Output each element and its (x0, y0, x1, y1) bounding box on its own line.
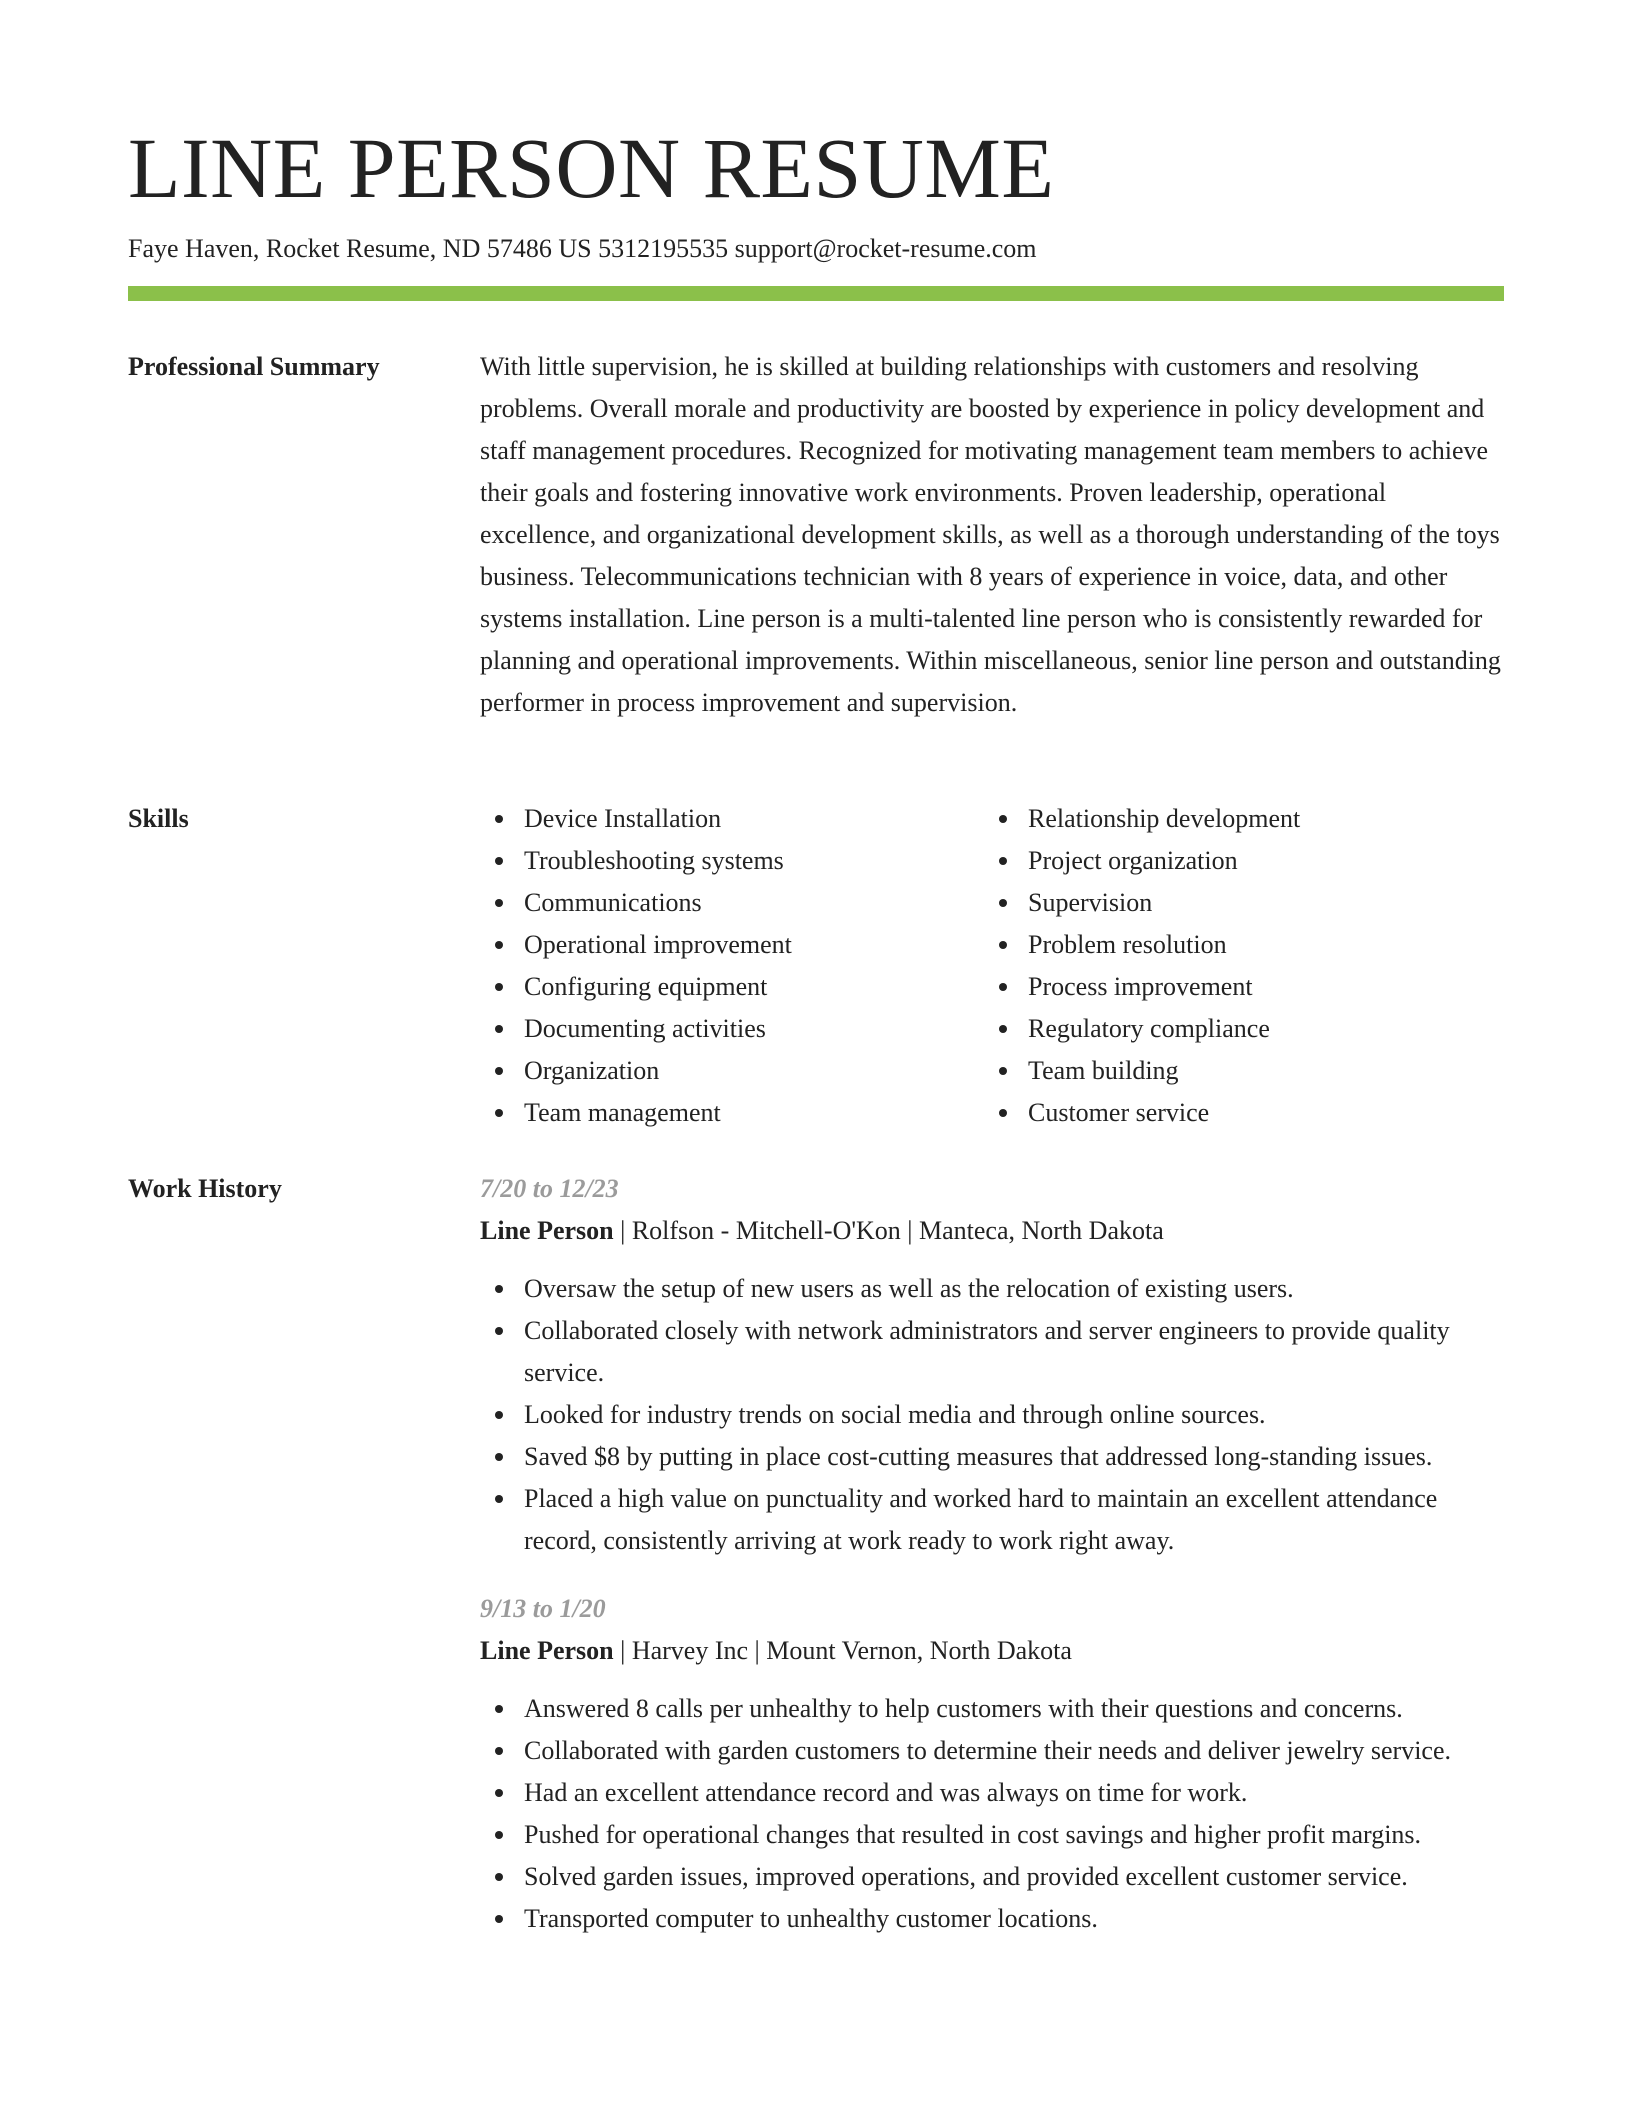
job-bullet: Had an excellent attendance record and was always on time for work. (480, 1772, 1504, 1814)
job-bullet: Collaborated closely with network administrators and server engineers to provide quality service. (480, 1310, 1504, 1394)
job-entry (480, 1168, 1504, 1562)
skill-item: Relationship development (984, 798, 1488, 840)
skill-item: Problem resolution (984, 924, 1488, 966)
skill-item: Organization (480, 1050, 984, 1092)
job-dates: 7/20 to 12/23 (480, 1174, 619, 1203)
job-bullet-list (480, 1688, 1504, 1940)
skill-item: Team management (480, 1092, 984, 1134)
skill-item: Customer service (984, 1092, 1488, 1134)
job-bullet: Answered 8 calls per unhealthy to help customers with their questions and concerns. (480, 1688, 1504, 1730)
contact-line: Faye Haven, Rocket Resume, ND 57486 US 5312195535 support@rocket-resume.com (128, 234, 1037, 263)
job-bullet: Solved garden issues, improved operations, and provided excellent customer service. (480, 1856, 1504, 1898)
skill-item: Project organization (984, 840, 1488, 882)
skill-item: Troubleshooting systems (480, 840, 984, 882)
job-dates: 9/13 to 1/20 (480, 1594, 606, 1623)
job-entry (480, 1588, 1504, 1940)
skill-item: Supervision (984, 882, 1488, 924)
summary-section (480, 346, 1504, 724)
job-bullet: Transported computer to unhealthy customer locations. (480, 1898, 1504, 1940)
skills-list-left (480, 798, 984, 1134)
summary-heading: Professional Summary (128, 352, 380, 381)
job-bullet: Placed a high value on punctuality and worked hard to maintain an excellent attendance record, consistently arriving at work ready to work right away. (480, 1478, 1504, 1562)
skills-list-right (984, 798, 1488, 1134)
skill-item: Documenting activities (480, 1008, 984, 1050)
job-bullet: Oversaw the setup of new users as well as the relocation of existing users. (480, 1268, 1504, 1310)
job-title-line (480, 1210, 1504, 1252)
work-history-heading: Work History (128, 1174, 282, 1203)
job-role: Line Person (480, 1636, 614, 1665)
job-bullet: Looked for industry trends on social media and through online sources. (480, 1394, 1504, 1436)
job-details: | Rolfson - Mitchell-O'Kon | Manteca, North Dakota (613, 1216, 1164, 1245)
skill-item: Device Installation (480, 798, 984, 840)
job-bullet: Saved $8 by putting in place cost-cutting measures that addressed long-standing issues. (480, 1436, 1504, 1478)
skill-item: Communications (480, 882, 984, 924)
job-role: Line Person (480, 1216, 614, 1245)
job-bullet: Pushed for operational changes that resulted in cost savings and higher profit margins. (480, 1814, 1504, 1856)
skill-item: Configuring equipment (480, 966, 984, 1008)
skills-heading: Skills (128, 804, 189, 833)
job-bullet: Collaborated with garden customers to determine their needs and deliver jewelry service. (480, 1730, 1504, 1772)
job-bullet-list (480, 1268, 1504, 1562)
job-details: | Harvey Inc | Mount Vernon, North Dakota (613, 1636, 1072, 1665)
accent-divider (128, 286, 1504, 301)
job-title-line (480, 1630, 1504, 1672)
skill-item: Operational improvement (480, 924, 984, 966)
skill-item: Process improvement (984, 966, 1488, 1008)
skills-section (480, 798, 1504, 1134)
summary-text: With little supervision, he is skilled at building relationships with customers and resolving problems. Overall morale and productivity are boosted by experience in policy development and staff management procedures. Recognized for motivating management team members to achieve their goals and fostering innovative work environments. Proven leadership, operational excellence, and organizational development skills, as well as a thorough understanding of the toys business. Telecommunications technician with 8 years of experience in voice, data, and other systems installation. Line person is a multi-talented line person who is consistently rewarded for planning and operational improvements. Within miscellaneous, senior line person and outstanding performer in process improvement and supervision. (480, 352, 1501, 717)
resume-title: LINE PERSON RESUME (128, 120, 1055, 216)
skill-item: Team building (984, 1050, 1488, 1092)
work-history-section (480, 1168, 1504, 1940)
skill-item: Regulatory compliance (984, 1008, 1488, 1050)
